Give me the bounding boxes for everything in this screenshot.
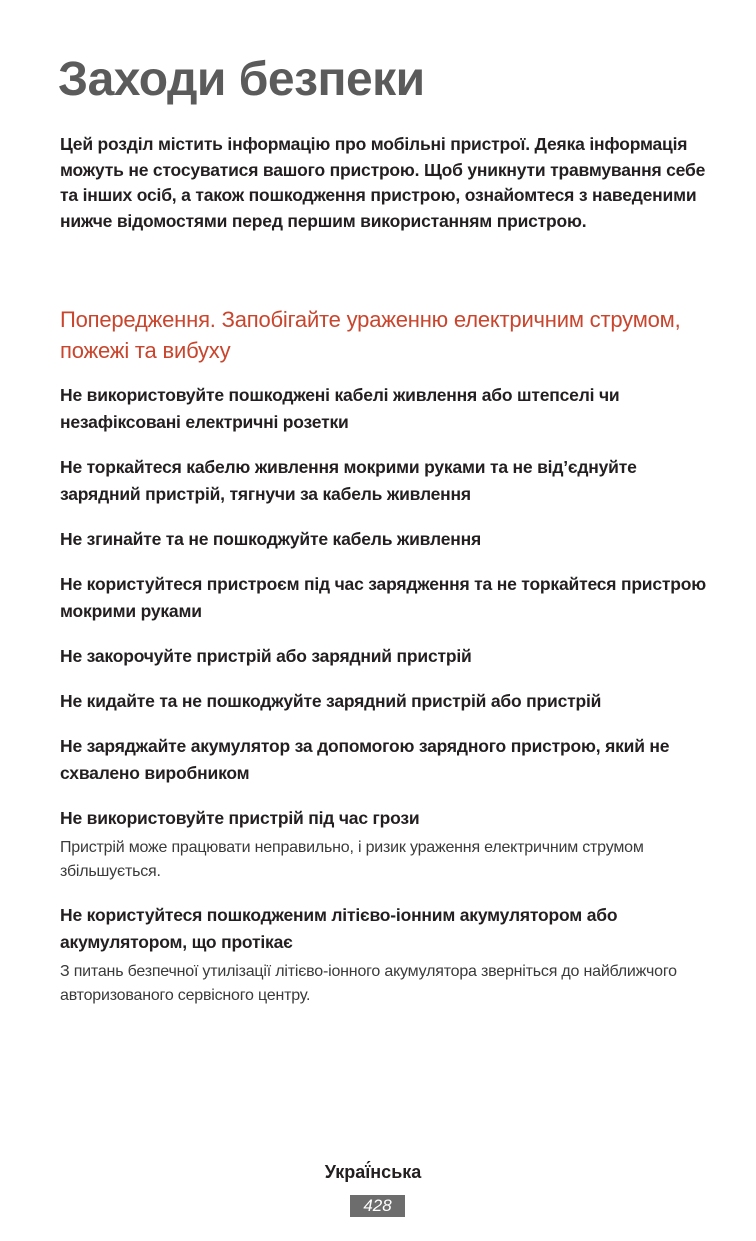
safety-rule-description: Пристрій може працювати неправильно, і ризик ураження електричним струмом збільшується.: [60, 839, 644, 880]
safety-rule: [60, 571, 720, 625]
safety-rule-title: Не торкайтеся кабелю живлення мокрими руками та не від’єднуйте зарядний пристрій, тягнучи за кабель живлення: [60, 457, 637, 504]
page-number-badge: 428: [350, 1195, 405, 1217]
safety-rule: [60, 643, 720, 670]
safety-rule-title: Не заряджайте акумулятор за допомогою зарядного пристрою, який не схвалено виробником: [60, 736, 670, 783]
safety-rule-title: Не використовуйте пошкоджені кабелі живлення або штепселі чи незафіксовані електричні розетки: [60, 385, 620, 432]
safety-rule-title: Не користуйтеся пошкодженим літієво-іонним акумулятором або акумулятором, що протікає: [60, 905, 618, 952]
safety-rule-description: З питань безпечної утилізації літієво-іонного акумулятора зверніться до найближчого авторизованого сервісного центру.: [60, 963, 677, 1004]
safety-rule: [60, 688, 720, 715]
safety-rule-title: Не користуйтеся пристроєм під час зарядження та не торкайтеся пристрою мокрими руками: [60, 574, 706, 621]
page-title: Заходи безпеки: [58, 53, 425, 106]
safety-rule-title: Не згинайте та не пошкоджуйте кабель живлення: [60, 529, 481, 549]
safety-rule: [60, 382, 720, 436]
safety-rules-list: [60, 382, 720, 1026]
safety-rule-title: Не кидайте та не пошкоджуйте зарядний пристрій або пристрій: [60, 691, 602, 711]
intro-paragraph: Цей розділ містить інформацію про мобільні пристрої. Деяка інформація можуть не стосуватися вашого пристрою. Щоб уникнути травмування себе та інших осіб, а також пошкодження пристрою, ознайомтеся з наведеними нижче відомостями перед першим використанням пристрою.: [60, 134, 706, 231]
safety-rule: [60, 902, 720, 1008]
safety-rule: [60, 733, 720, 787]
safety-rule: [60, 454, 720, 508]
section-heading-warning: Попередження. Запобігайте ураженню електричним струмом, пожежі та вибуху: [60, 307, 681, 363]
safety-rule-title: Не закорочуйте пристрій або зарядний пристрій: [60, 646, 472, 666]
safety-rule-title: Не використовуйте пристрій під час грози: [60, 808, 420, 828]
safety-rule: [60, 805, 720, 884]
safety-rule: [60, 526, 720, 553]
footer-language: Украї́нська: [324, 1162, 422, 1182]
